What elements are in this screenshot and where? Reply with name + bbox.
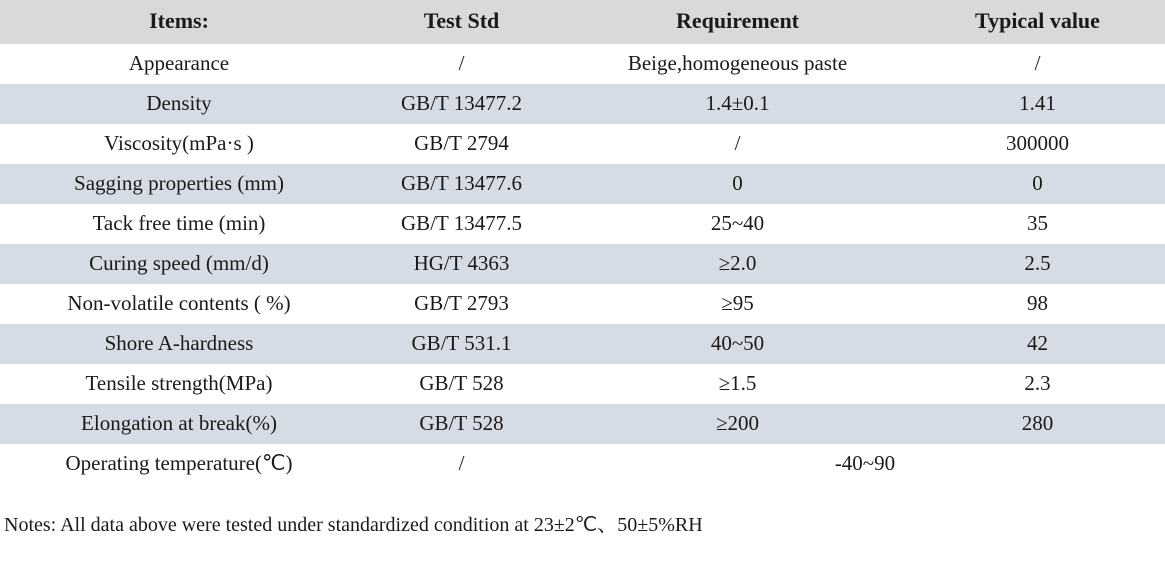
cell-typical-value: 1.41 (910, 84, 1165, 124)
column-header-items: Items: (0, 0, 358, 44)
cell-typical-value: 0 (910, 164, 1165, 204)
cell-item: Elongation at break(%) (0, 404, 358, 444)
cell-requirement: ≥2.0 (565, 244, 910, 284)
cell-test-std: GB/T 528 (358, 404, 565, 444)
cell-item: Shore A-hardness (0, 324, 358, 364)
cell-test-std: GB/T 2793 (358, 284, 565, 324)
cell-test-std: HG/T 4363 (358, 244, 565, 284)
cell-typical-value: 2.5 (910, 244, 1165, 284)
cell-typical-value: / (910, 44, 1165, 84)
cell-typical-value: 35 (910, 204, 1165, 244)
table-row (0, 124, 1165, 164)
table-header-row (0, 0, 1165, 44)
cell-typical-value: 300000 (910, 124, 1165, 164)
cell-requirement: 40~50 (565, 324, 910, 364)
cell-test-std: GB/T 531.1 (358, 324, 565, 364)
table-row (0, 84, 1165, 124)
cell-requirement: Beige,homogeneous paste (565, 44, 910, 84)
notes-text: Notes: All data above were tested under standardized condition at 23±2℃、50±5%RH (4, 514, 703, 536)
cell-item: Non-volatile contents ( %) (0, 284, 358, 324)
cell-test-std: / (358, 444, 565, 484)
cell-requirement: 0 (565, 164, 910, 204)
table-row (0, 44, 1165, 84)
cell-requirement: / (565, 124, 910, 164)
table-row (0, 404, 1165, 444)
table-row (0, 324, 1165, 364)
column-header-test-std: Test Std (358, 0, 565, 44)
cell-test-std: GB/T 13477.2 (358, 84, 565, 124)
table-row (0, 244, 1165, 284)
cell-test-std: GB/T 528 (358, 364, 565, 404)
cell-typical-value: 2.3 (910, 364, 1165, 404)
cell-requirement: 25~40 (565, 204, 910, 244)
cell-test-std: GB/T 13477.6 (358, 164, 565, 204)
cell-test-std: GB/T 2794 (358, 124, 565, 164)
cell-requirement: ≥200 (565, 404, 910, 444)
table-body (0, 44, 1165, 484)
cell-item: Curing speed (mm/d) (0, 244, 358, 284)
table-row (0, 204, 1165, 244)
cell-value-merged: -40~90 (565, 444, 1165, 484)
cell-typical-value: 42 (910, 324, 1165, 364)
cell-test-std: GB/T 13477.5 (358, 204, 565, 244)
table-row (0, 364, 1165, 404)
cell-requirement: ≥95 (565, 284, 910, 324)
column-header-requirement: Requirement (565, 0, 910, 44)
cell-item: Viscosity(mPa·s ) (0, 124, 358, 164)
cell-item: Tensile strength(MPa) (0, 364, 358, 404)
table-row-operating-temperature (0, 444, 1165, 484)
cell-requirement: ≥1.5 (565, 364, 910, 404)
table-header (0, 0, 1165, 44)
cell-typical-value: 98 (910, 284, 1165, 324)
cell-test-std: / (358, 44, 565, 84)
cell-item: Density (0, 84, 358, 124)
cell-requirement: 1.4±0.1 (565, 84, 910, 124)
table-row (0, 284, 1165, 324)
cell-item: Sagging properties (mm) (0, 164, 358, 204)
cell-item: Operating temperature(℃) (0, 444, 358, 484)
cell-item: Tack free time (min) (0, 204, 358, 244)
column-header-typical-value: Typical value (910, 0, 1165, 44)
cell-item: Appearance (0, 44, 358, 84)
table-row (0, 164, 1165, 204)
cell-typical-value: 280 (910, 404, 1165, 444)
